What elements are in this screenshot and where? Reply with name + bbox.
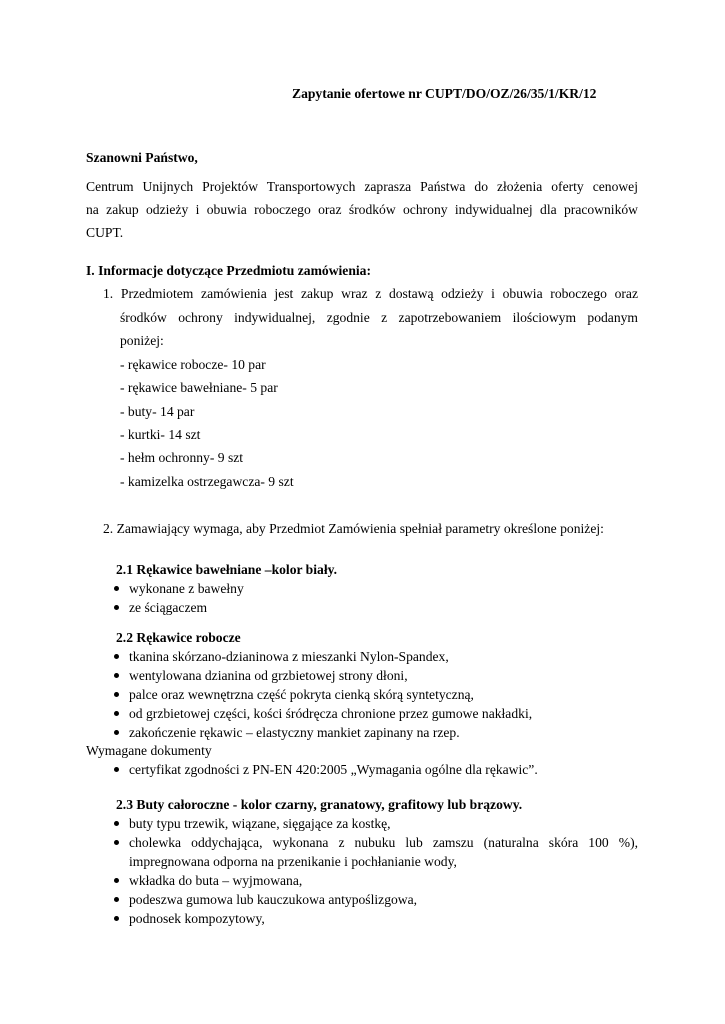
list-item: - kurtki- 14 szt [120, 427, 201, 442]
list-item-continuation: impregnowana odporna na przenikanie i pochłanianie wody, [129, 854, 457, 869]
document-title: Zapytanie ofertowe nr CUPT/DO/OZ/26/35/1/KR/12 [292, 86, 597, 101]
subsection-2-1-heading: 2.1 Rękawice bawełniane –kolor biały. [116, 562, 338, 577]
greeting: Szanowni Państwo, [86, 150, 198, 165]
subsection-2-3-heading: 2.3 Buty całoroczne - kolor czarny, granatowy, grafitowy lub brązowy. [116, 797, 523, 812]
intro-line-1: Centrum Unijnych Projektów Transportowych zaprasza Państwa do złożenia oferty cenowej [86, 179, 638, 194]
list-item: wkładka do buta – wyjmowana, [129, 873, 303, 888]
list-item: zakończenie rękawic – elastyczny mankiet zapinany na rzep. [129, 725, 460, 740]
subsection-2-2-heading: 2.2 Rękawice robocze [116, 630, 241, 645]
list-item: podnosek kompozytowy, [129, 911, 265, 926]
section-1-p1-line-3: poniżej: [120, 333, 164, 348]
section-1-p1-line-2: środków ochrony indywidualnej, zgodnie z zapotrzebowaniem ilościowym podanym [120, 310, 638, 325]
list-item: od grzbietowej części, kości śródręcza chronione przez gumowe nakładki, [129, 706, 533, 721]
section-1-p1-line-1: 1. Przedmiotem zamówienia jest zakup wraz z dostawą odzieży i obuwia roboczego oraz [103, 286, 638, 301]
list-item: wykonane z bawełny [129, 581, 244, 596]
list-item: cholewka oddychająca, wykonana z nubuku lub zamszu (naturalna skóra 100 %), [129, 835, 638, 850]
intro-line-3: CUPT. [86, 225, 124, 240]
intro-line-2: na zakup odzieży i obuwia roboczego oraz środków ochrony indywidualnej dla pracowników [86, 202, 638, 217]
list-item: podeszwa gumowa lub kauczukowa antypoślizgowa, [129, 892, 418, 907]
list-item: tkanina skórzano-dzianinowa z mieszanki Nylon-Spandex, [129, 649, 449, 664]
list-item: - buty- 14 par [120, 404, 195, 419]
list-item: - rękawice bawełniane- 5 par [120, 380, 278, 395]
section-1-p2: 2. Zamawiający wymaga, aby Przedmiot Zamówienia spełniał parametry określone poniżej: [103, 521, 604, 536]
list-item: buty typu trzewik, wiązane, sięgające za kostkę, [129, 816, 391, 831]
list-item: - kamizelka ostrzegawcza- 9 szt [120, 474, 294, 489]
list-item: certyfikat zgodności z PN-EN 420:2005 „Wymagania ogólne dla rękawic”. [129, 762, 538, 777]
list-item: - hełm ochronny- 9 szt [120, 450, 244, 465]
list-item: palce oraz wewnętrzna część pokryta cienką skórą syntetyczną, [129, 687, 474, 702]
section-1-heading: I. Informacje dotyczące Przedmiotu zamówienia: [86, 263, 372, 278]
required-documents-label: Wymagane dokumenty [86, 743, 212, 758]
list-item: - rękawice robocze- 10 par [120, 357, 266, 372]
list-item: ze ściągaczem [129, 600, 208, 615]
list-item: wentylowana dzianina od grzbietowej strony dłoni, [129, 668, 408, 683]
